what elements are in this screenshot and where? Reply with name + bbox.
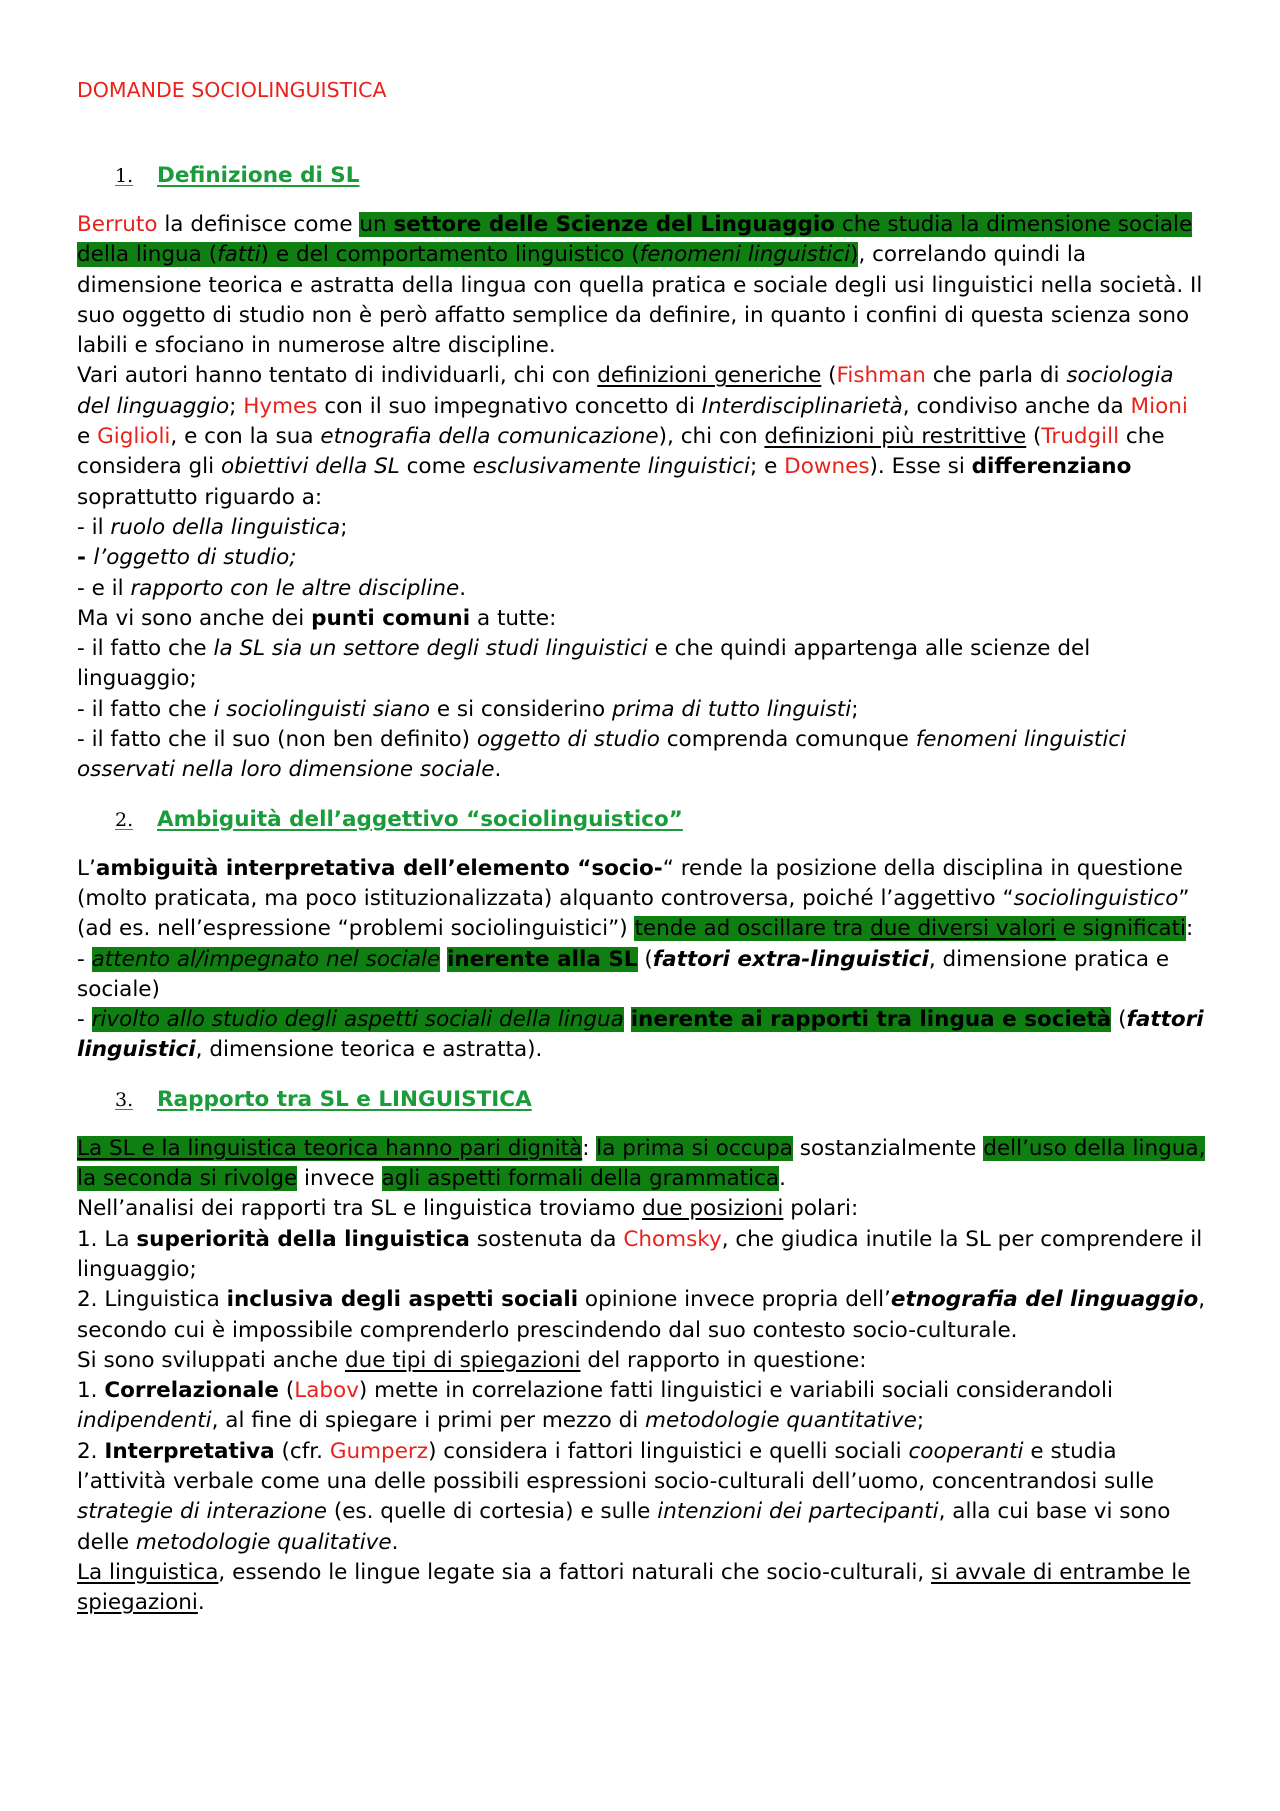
paragraph-ambiguita: L’ambiguità interpretativa dell’elemento “socio-“ rende la posizione della disciplina in questione (molto praticata, ma poco istituzionalizzata) alquanto controversa, poiché l’aggettivo “sociolinguistico” (ad es. nell’espressione “problemi sociolinguistici”) tende ad oscillare tra due diversi valori e significati: — [77, 855, 1194, 942]
list-item: - rivolto allo studio degli aspetti sociali della lingua inerente ai rapporti tra lingua e società (fattori linguistici, dimensione teorica e astratta). — [77, 1007, 1204, 1063]
list-item: - il fatto che il suo (non ben definito) oggetto di studio comprenda comunque fenomeni linguistici osservati nella loro dimensione sociale. — [77, 727, 1127, 783]
list-item: 2. Interpretativa (cfr. Gumperz) considera i fattori linguistici e quelli sociali cooperanti e studia l’attività verbale come una delle possibili espressioni socio-culturali dell’uomo, concentrandosi sulle strategie di interazione (es. quelle di cortesia) e sulle intenzioni dei partecipanti, alla cui base vi sono delle metodologie qualitative. — [77, 1438, 1171, 1555]
section-number: 2. — [115, 808, 134, 831]
list-item: 1. Correlazionale (Labov) mette in correlazione fatti linguistici e variabili sociali considerandoli indipendenti, al fine di spiegare i primi per mezzo di metodologie quantitative; — [77, 1378, 1113, 1434]
list-item: - il ruolo della linguistica; — [77, 514, 348, 540]
highlight: rivolto allo studio degli aspetti sociali della lingua — [91, 1007, 624, 1033]
section-number: 1. — [115, 165, 134, 187]
paragraph: La linguistica, essendo le lingue legate sia a fattori naturali che socio-culturali, si avvale di entrambe le spiegazioni. — [77, 1559, 1191, 1616]
section-heading-ambiguita — [115, 806, 1207, 834]
paragraph-autori: Vari autori hanno tentato di individuarli, chi con definizioni generiche (Fishman che parla di sociologia del linguaggio; Hymes con il suo impegnativo concetto di Interdisciplinarietà, condiviso anche da Mioni e Giglioli, e con la sua etnografia della comunicazione), chi con definizioni più restrittive (Trudgill che considera gli obiettivi della SL come esclusivamente linguistici; e Downes). Esse si differenziano soprattutto riguardo a: — [77, 363, 1188, 510]
paragraph-definizione: Berruto la definisce come un settore delle Scienze del Linguaggio che studia la dimensione sociale della lingua (fatti) e del comportamento linguistico (fenomeni linguistici), correlando quindi la dimensione teorica e astratta della lingua con quella pratica e sociale degli usi linguistici nella società. Il suo oggetto di studio non è però affatto semplice da definire, in quanto i confini di questa scienza sono labili e sfociano in numerose altre discipline. — [77, 212, 1203, 359]
list-item: - attento al/impegnato nel sociale inerente alla SL (fattori extra-linguistici, dimensione pratica e sociale) — [77, 946, 1170, 1002]
paragraph: Si sono sviluppati anche due tipi di spiegazioni del rapporto in questione: — [77, 1347, 867, 1373]
section-title: Definizione di SL — [157, 163, 360, 188]
list-item: - e il rapporto con le altre discipline. — [77, 575, 467, 601]
paragraph-rapporto: La SL e la linguistica teorica hanno pari dignità: la prima si occupa sostanzialmente dell’uso della lingua, la seconda si rivolge invece agli aspetti formali della grammatica. — [77, 1135, 1206, 1192]
list-item: 2. Linguistica inclusiva degli aspetti sociali opinione invece propria dell’etnografia del linguaggio, secondo cui è impossibile comprenderlo prescindendo dal suo contesto socio-culturale. — [77, 1287, 1206, 1343]
section-number: 3. — [115, 1088, 134, 1111]
highlight: tende ad oscillare tra due diversi valori e significati — [634, 916, 1186, 942]
highlight: inerente ai rapporti tra lingua e società — [630, 1007, 1112, 1033]
highlight: attento al/impegnato nel sociale — [91, 946, 441, 972]
section-title: Rapporto tra SL e LINGUISTICA — [157, 1086, 532, 1112]
paragraph: Ma vi sono anche dei punti comuni a tutte: — [77, 605, 557, 631]
document-page — [77, 76, 1207, 1618]
section-heading-rapporto — [115, 1086, 1207, 1114]
list-item: - l’oggetto di studio; — [77, 545, 297, 571]
list-item: - il fatto che i sociolinguisti siano e si considerino prima di tutto linguisti; — [77, 696, 859, 722]
document-title: DOMANDE SOCIOLINGUISTICA — [77, 78, 387, 102]
list-item: 1. La superiorità della linguistica sostenuta da Chomsky, che giudica inutile la SL per comprendere il linguaggio; — [77, 1226, 1203, 1282]
section-heading-definizione — [115, 162, 1207, 190]
highlight: un settore delle Scienze del Linguaggio che studia la dimensione sociale della lingua (fatti) e del comportamento linguistico (fenomeni linguistici) — [77, 212, 1193, 268]
section-title: Ambiguità dell’aggettivo “sociolinguistico” — [157, 806, 683, 832]
highlight: dell’uso della lingua, la seconda si rivolge — [77, 1135, 1206, 1192]
highlight: inerente alla SL — [446, 946, 638, 972]
highlight: la prima si occupa — [596, 1135, 793, 1161]
highlight: La SL e la linguistica teorica hanno pari dignità — [77, 1135, 583, 1161]
author-name: Berruto — [77, 212, 158, 237]
highlight: agli aspetti formali della grammatica — [381, 1166, 780, 1192]
list-item: - il fatto che la SL sia un settore degli studi linguistici e che quindi appartenga alle scienze del linguaggio; — [77, 636, 1091, 692]
paragraph: Nell’analisi dei rapporti tra SL e linguistica troviamo due posizioni polari: — [77, 1196, 859, 1222]
